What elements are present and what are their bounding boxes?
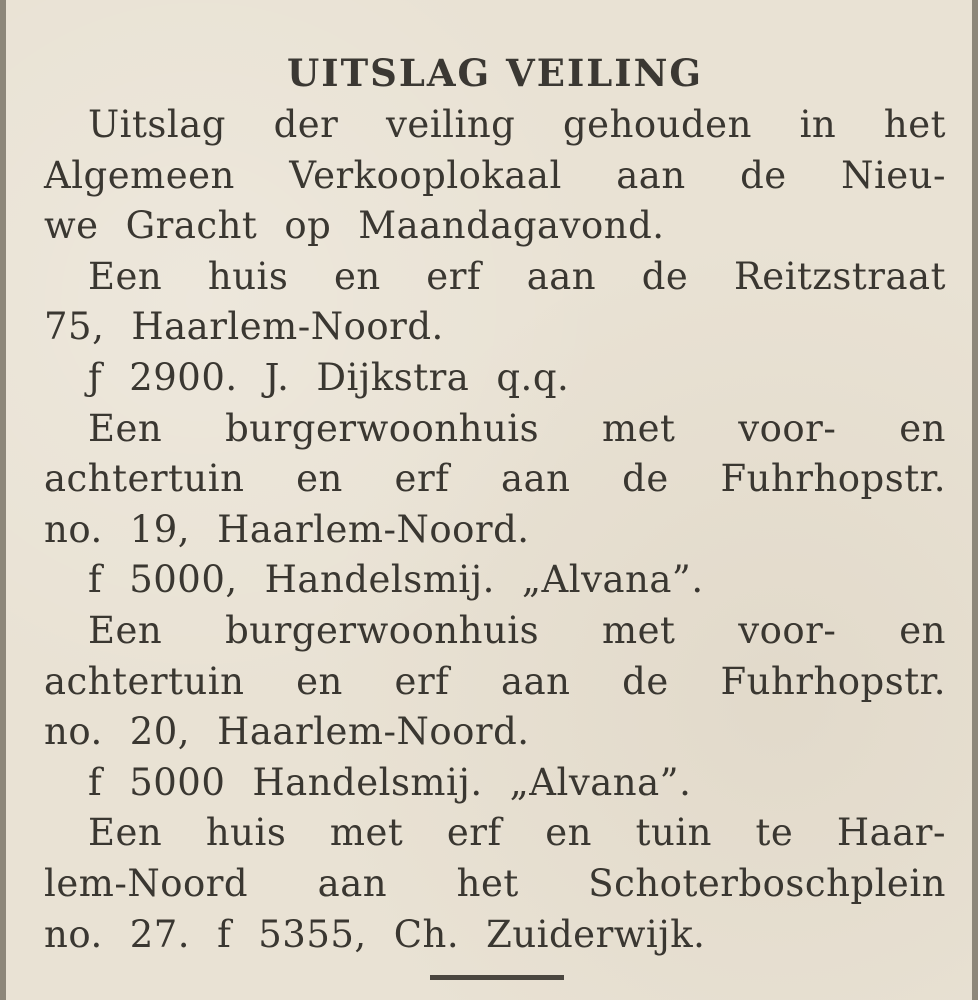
word: in bbox=[799, 103, 837, 146]
article-title: UITSLAG VEILING bbox=[287, 51, 703, 95]
word: Zuiderwijk. bbox=[486, 912, 706, 956]
word: Handelsmij. bbox=[264, 558, 495, 602]
text-line bbox=[44, 454, 946, 505]
word: huis bbox=[205, 811, 287, 855]
word: lem-Noord bbox=[44, 861, 249, 905]
text-line bbox=[44, 910, 946, 961]
word: met bbox=[601, 406, 676, 450]
word: Een bbox=[88, 254, 163, 298]
article-column bbox=[44, 46, 946, 960]
word: erf bbox=[394, 659, 450, 703]
word: voor- bbox=[738, 608, 837, 652]
word: en bbox=[545, 811, 592, 855]
word: voor- bbox=[738, 406, 837, 450]
word: burgerwoonhuis bbox=[225, 608, 540, 652]
word: 19, bbox=[129, 507, 191, 551]
word: f bbox=[88, 558, 103, 602]
word: Fuhrhopstr. bbox=[720, 659, 946, 703]
word: Nieu- bbox=[841, 153, 946, 197]
word: Algemeen bbox=[44, 153, 235, 197]
text-line bbox=[44, 657, 946, 708]
word: Handelsmij. bbox=[252, 760, 483, 804]
word: de bbox=[641, 254, 689, 298]
word: Maandagavond. bbox=[358, 204, 665, 248]
word: Gracht bbox=[125, 204, 258, 248]
word: erf bbox=[446, 811, 502, 855]
word: met bbox=[601, 608, 676, 652]
word: de bbox=[622, 457, 669, 501]
word: Een bbox=[88, 406, 163, 450]
word: op bbox=[284, 204, 332, 248]
word: Ch. bbox=[393, 912, 460, 956]
end-rule bbox=[430, 975, 564, 980]
word: erf bbox=[426, 254, 482, 298]
word: Dijkstra bbox=[316, 355, 470, 399]
text-line bbox=[44, 505, 946, 556]
text-line bbox=[44, 758, 946, 809]
word: Haarlem-Noord. bbox=[131, 305, 444, 349]
text-line bbox=[44, 353, 946, 404]
word: no. bbox=[44, 507, 103, 551]
word: aan bbox=[501, 457, 571, 501]
word: huis bbox=[207, 254, 289, 298]
text-line bbox=[44, 707, 946, 758]
word: 5000, bbox=[129, 558, 238, 602]
word: en bbox=[899, 406, 946, 450]
word: q.q. bbox=[496, 355, 570, 399]
text-line bbox=[44, 302, 946, 353]
word: aan bbox=[501, 659, 571, 703]
word: 5355, bbox=[258, 912, 367, 956]
text-line bbox=[44, 606, 946, 657]
word: 27. bbox=[129, 912, 191, 956]
word: Uitslag bbox=[88, 103, 226, 146]
word: tuin bbox=[635, 811, 712, 855]
word: met bbox=[329, 811, 404, 855]
word: f bbox=[217, 912, 232, 956]
word: we bbox=[44, 204, 99, 248]
word: 75, bbox=[44, 305, 105, 349]
word: aan bbox=[616, 153, 686, 197]
word: „Alvana”. bbox=[521, 558, 704, 602]
word: „Alvana”. bbox=[509, 760, 692, 804]
word: het bbox=[456, 861, 519, 905]
word: der bbox=[273, 103, 339, 146]
word: J. bbox=[264, 355, 290, 399]
word: achtertuin bbox=[44, 659, 245, 703]
word: achtertuin bbox=[44, 457, 245, 501]
word: veiling bbox=[386, 103, 516, 146]
text-line bbox=[44, 201, 946, 252]
word: en bbox=[333, 254, 381, 298]
word: erf bbox=[394, 457, 450, 501]
word: de bbox=[740, 153, 787, 197]
word: en bbox=[899, 608, 946, 652]
word: en bbox=[296, 457, 343, 501]
word: 5000 bbox=[129, 760, 226, 804]
word: Verkooplokaal bbox=[289, 153, 562, 197]
word: no. bbox=[44, 912, 103, 956]
word: Haar- bbox=[836, 811, 946, 855]
article-body bbox=[44, 100, 946, 960]
word: aan bbox=[526, 254, 597, 298]
word: Haarlem-Noord. bbox=[217, 507, 530, 551]
word: de bbox=[622, 659, 669, 703]
word: het bbox=[883, 103, 946, 146]
word: Schoterboschplein bbox=[588, 861, 946, 905]
word: aan bbox=[317, 861, 388, 905]
word: 20, bbox=[129, 710, 191, 754]
word: en bbox=[296, 659, 343, 703]
word: Fuhrhopstr. bbox=[720, 457, 946, 501]
text-line bbox=[44, 151, 946, 202]
word: 2900. bbox=[129, 355, 238, 399]
word: no. bbox=[44, 710, 103, 754]
word: burgerwoonhuis bbox=[225, 406, 540, 450]
word: Een bbox=[88, 608, 163, 652]
text-line bbox=[44, 859, 946, 910]
text-line bbox=[44, 100, 946, 151]
text-line bbox=[44, 252, 946, 303]
word: gehouden bbox=[562, 103, 752, 146]
word: Haarlem-Noord. bbox=[217, 710, 530, 754]
word: te bbox=[755, 811, 794, 855]
word: Een bbox=[88, 811, 163, 855]
word: Reitzstraat bbox=[733, 254, 946, 298]
text-line bbox=[44, 808, 946, 859]
text-line bbox=[44, 404, 946, 455]
text-line bbox=[44, 555, 946, 606]
word: ƒ bbox=[88, 355, 103, 399]
word: f bbox=[88, 760, 103, 804]
